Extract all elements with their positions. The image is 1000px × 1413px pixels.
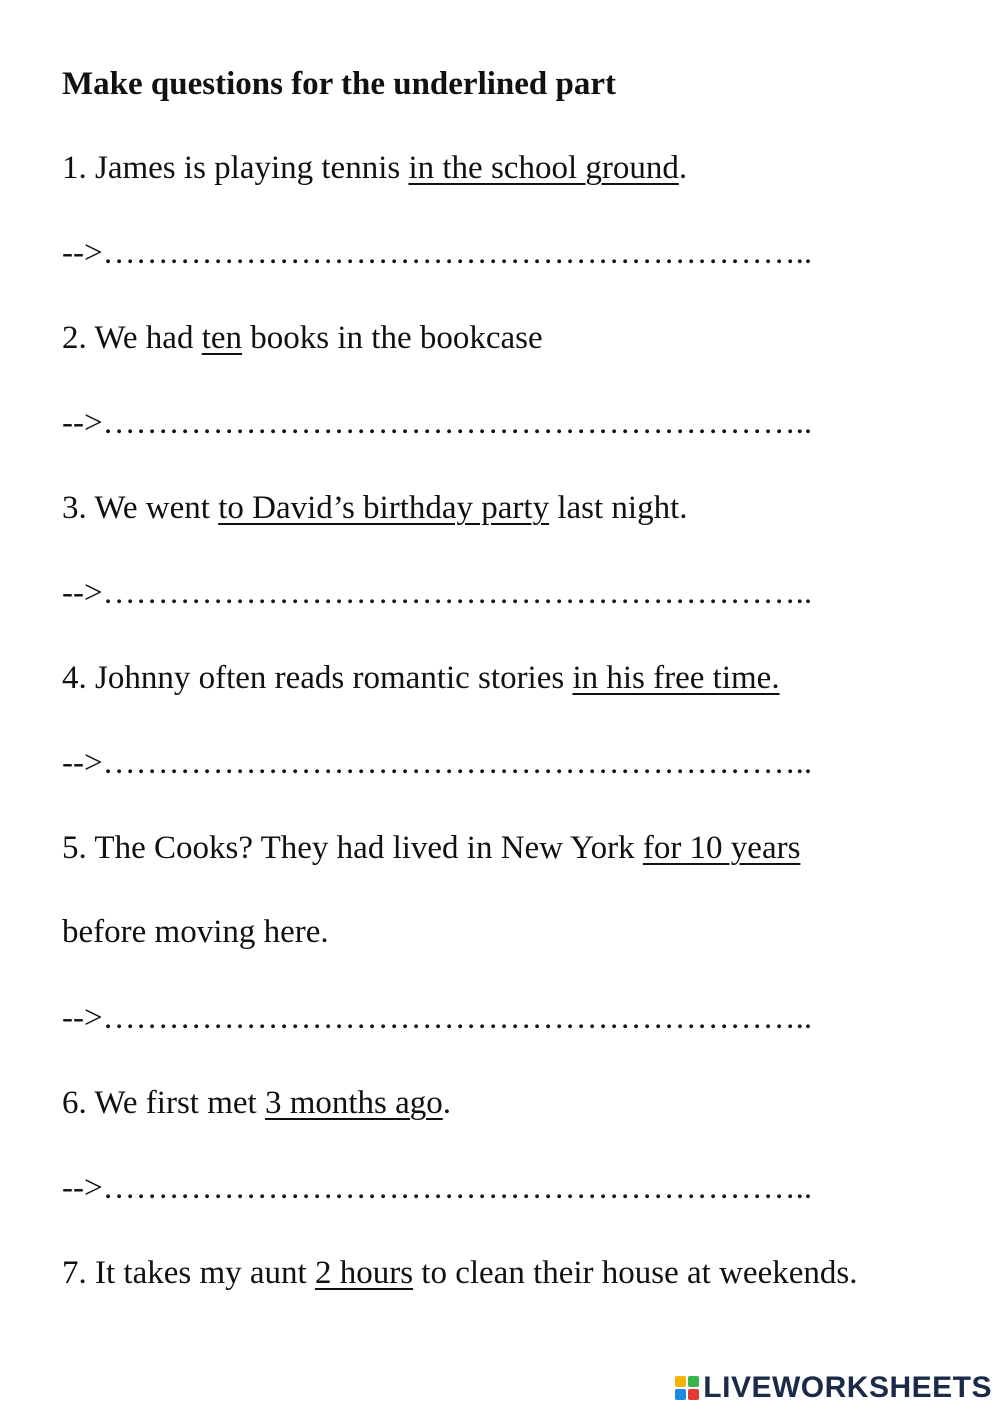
- question-text-end: last night.: [549, 490, 688, 526]
- question-text: We went: [94, 490, 219, 526]
- question-text-end: .: [678, 150, 688, 186]
- question-6: [62, 1083, 451, 1123]
- logo-square: [688, 1376, 699, 1387]
- question-number: 5.: [62, 830, 95, 866]
- question-text: We had: [94, 320, 202, 356]
- question-text: The Cooks? They had lived in New York: [94, 830, 643, 866]
- underlined-part: for 10 years: [642, 830, 801, 866]
- logo-square: [675, 1389, 686, 1400]
- question-3: [62, 488, 688, 528]
- question-text: James is playing tennis: [95, 150, 409, 186]
- logo-text: LIVEWORKSHEETS: [703, 1371, 992, 1404]
- worksheet-title: Make questions for the underlined part: [62, 66, 617, 102]
- answer-line-1[interactable]: -->………………………………………………………..: [62, 235, 813, 271]
- answer-line-2[interactable]: -->………………………………………………………..: [62, 405, 813, 441]
- answer-line-3[interactable]: -->………………………………………………………..: [62, 575, 813, 611]
- logo-squares-icon: [675, 1376, 699, 1400]
- underlined-part: in the school ground: [408, 150, 679, 186]
- question-2: [62, 318, 543, 358]
- underlined-part: 3 months ago: [264, 1085, 443, 1121]
- question-number: 6.: [62, 1085, 95, 1121]
- underlined-part: ten: [201, 320, 243, 356]
- logo-square: [675, 1376, 686, 1387]
- question-text-end: to clean their house at weekends.: [413, 1255, 858, 1291]
- logo-square: [688, 1389, 699, 1400]
- underlined-part: in his free time.: [572, 660, 780, 696]
- underlined-part: to David’s birthday party: [218, 490, 550, 526]
- question-4: [62, 658, 780, 698]
- question-text-end: books in the bookcase: [242, 320, 543, 356]
- question-number: 1.: [62, 150, 95, 186]
- liveworksheets-logo: [675, 1371, 992, 1405]
- question-7: [62, 1253, 857, 1293]
- question-5: [62, 828, 800, 868]
- question-text: It takes my aunt: [95, 1255, 315, 1291]
- question-text-end: .: [442, 1085, 452, 1121]
- question-text: We first met: [94, 1085, 265, 1121]
- question-5-continuation: before moving here.: [62, 914, 329, 950]
- question-1: [62, 148, 687, 188]
- question-number: 3.: [62, 490, 95, 526]
- answer-line-6[interactable]: -->………………………………………………………..: [62, 1170, 813, 1206]
- answer-line-5[interactable]: -->………………………………………………………..: [62, 1000, 813, 1036]
- question-number: 4.: [62, 660, 95, 696]
- underlined-part: 2 hours: [314, 1255, 414, 1291]
- question-number: 7.: [62, 1255, 95, 1291]
- question-number: 2.: [62, 320, 95, 356]
- question-text: Johnny often reads romantic stories: [95, 660, 573, 696]
- answer-line-4[interactable]: -->………………………………………………………..: [62, 745, 813, 781]
